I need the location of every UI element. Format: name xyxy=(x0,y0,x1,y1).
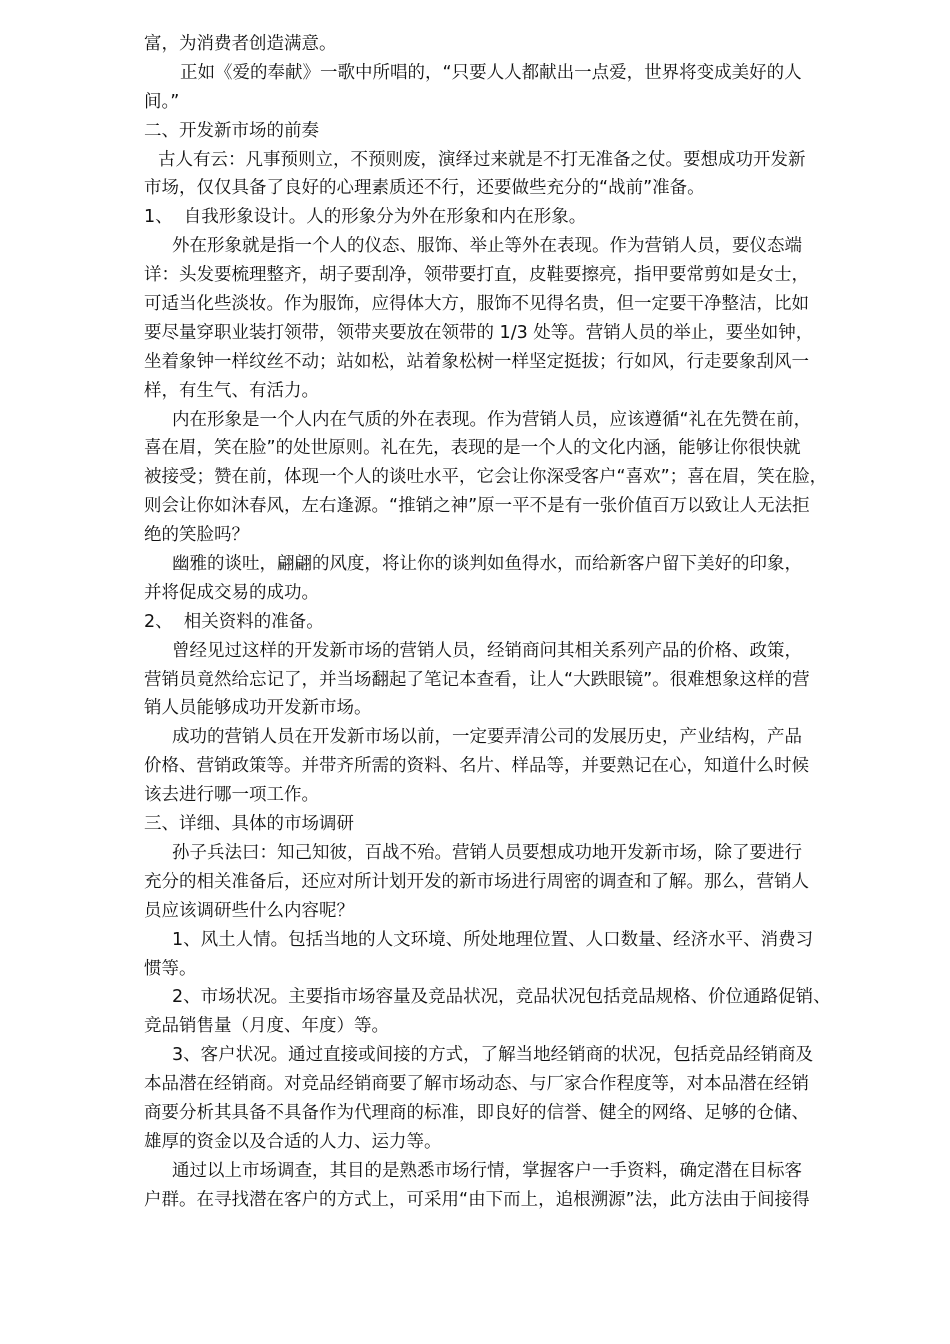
text-line: 惯等。 xyxy=(144,958,197,979)
text-line: 商要分析其具备不具备作为代理商的标准，即良好的信誉、健全的网络、足够的仓储、 xyxy=(144,1102,809,1123)
text-line: 外在形象就是指一个人的仪态、服饰、举止等外在表现。作为营销人员，要仪态端 xyxy=(172,236,802,257)
text-line: 绝的笑脸吗？ xyxy=(144,525,249,546)
text-line: 雄厚的资金以及合适的人力、运力等。 xyxy=(144,1131,442,1152)
text-line: 充分的相关准备后，还应对所计划开发的新市场进行周密的调查和了解。那么，营销人 xyxy=(144,871,809,892)
text-line: 市场，仅仅具备了良好的心理素质还不行，还要做些充分的“战前”准备。 xyxy=(144,178,705,199)
text-line: 正如《爱的奉献》一歌中所唱的，“只要人人都献出一点爱，世界将变成美好的人 xyxy=(180,62,802,83)
text-line: 坐着象钟一样纹丝不动；站如松，站着象松树一样坚定挺拔；行如风，行走要象刮风一 xyxy=(144,351,809,372)
text-line: 户群。在寻找潜在客户的方式上，可采用“由下而上，追根溯源”法，此方法由于间接得 xyxy=(144,1189,810,1210)
list-heading: 2、 相关资料的准备。 xyxy=(144,611,324,632)
text-line: 营销员竟然给忘记了，并当场翻起了笔记本查看，让人“大跌眼镜”。很难想象这样的营 xyxy=(144,669,810,690)
text-line: 富，为消费者创造满意。 xyxy=(144,34,337,54)
text-line: 内在形象是一个人内在气质的外在表现。作为营销人员，应该遵循“礼在先赞在前， xyxy=(172,409,812,430)
text-line: 该去进行哪一项工作。 xyxy=(144,785,319,806)
text-line: 古人有云：凡事预则立，不预则废，演绎过来就是不打无准备之仗。要想成功开发新 xyxy=(158,149,806,170)
text-line: 竞品销售量（月度、年度）等。 xyxy=(144,1016,389,1037)
text-line: 幽雅的谈吐，翩翩的风度，将让你的谈判如鱼得水，而给新客户留下美好的印象， xyxy=(172,554,802,575)
text-line: 本品潜在经销商。对竞品经销商要了解市场动态、与厂家合作程度等，对本品潜在经销 xyxy=(144,1074,809,1095)
text-line: 1、风土人情。包括当地的人文环境、所处地理位置、人口数量、经济水平、消费习 xyxy=(172,929,814,950)
text-line: 要尽量穿职业装打领带，领带夹要放在领带的 1/3 处等。营销人员的举止，要坐如钟， xyxy=(144,322,814,343)
section-heading: 三、详细、具体的市场调研 xyxy=(144,814,354,835)
text-line: 并将促成交易的成功。 xyxy=(144,582,319,603)
text-line: 通过以上市场调查，其目的是熟悉市场行情，掌握客户一手资料，确定潜在目标客 xyxy=(172,1160,802,1181)
text-line: 员应该调研些什么内容呢？ xyxy=(144,900,354,921)
text-line: 被接受；赞在前，体现一个人的谈吐水平，它会让你深受客户“喜欢”；喜在眉，笑在脸， xyxy=(144,467,828,488)
text-line: 曾经见过这样的开发新市场的营销人员，经销商问其相关系列产品的价格、政策， xyxy=(172,640,802,661)
text-line: 则会让你如沐春风，左右逢源。“推销之神”原一平不是有一张价值百万以致让人无法拒 xyxy=(144,496,810,517)
document-page xyxy=(144,30,884,1215)
text-line: 孙子兵法曰：知己知彼，百战不殆。营销人员要想成功地开发新市场，除了要进行 xyxy=(172,842,802,863)
list-heading: 1、 自我形象设计。人的形象分为外在形象和内在形象。 xyxy=(144,207,587,228)
text-line: 3、客户状况。通过直接或间接的方式，了解当地经销商的状况，包括竞品经销商及 xyxy=(172,1045,814,1066)
text-line: 样，有生气、有活力。 xyxy=(144,380,319,401)
text-line: 成功的营销人员在开发新市场以前，一定要弄清公司的发展历史，产业结构，产品 xyxy=(172,727,802,748)
text-line: 间。” xyxy=(144,91,180,112)
text-line: 2、市场状况。主要指市场容量及竞品状况，竞品状况包括竞品规格、价位通路促销、 xyxy=(172,987,831,1008)
text-line: 喜在眉，笑在脸”的处世原则。礼在先，表现的是一个人的文化内涵，能够让你很快就 xyxy=(144,438,801,459)
text-line: 详：头发要梳理整齐，胡子要刮净，领带要打直，皮鞋要擦亮，指甲要常剪如是女士， xyxy=(144,265,809,286)
text-line: 价格、营销政策等。并带齐所需的资料、名片、样品等，并要熟记在心，知道什么时候 xyxy=(144,756,809,777)
text-line: 销人员能够成功开发新市场。 xyxy=(144,698,372,719)
section-heading: 二、开发新市场的前奏 xyxy=(144,120,319,141)
text-line: 可适当化些淡妆。作为服饰，应得体大方，服饰不见得名贵，但一定要干净整洁，比如 xyxy=(144,294,809,315)
